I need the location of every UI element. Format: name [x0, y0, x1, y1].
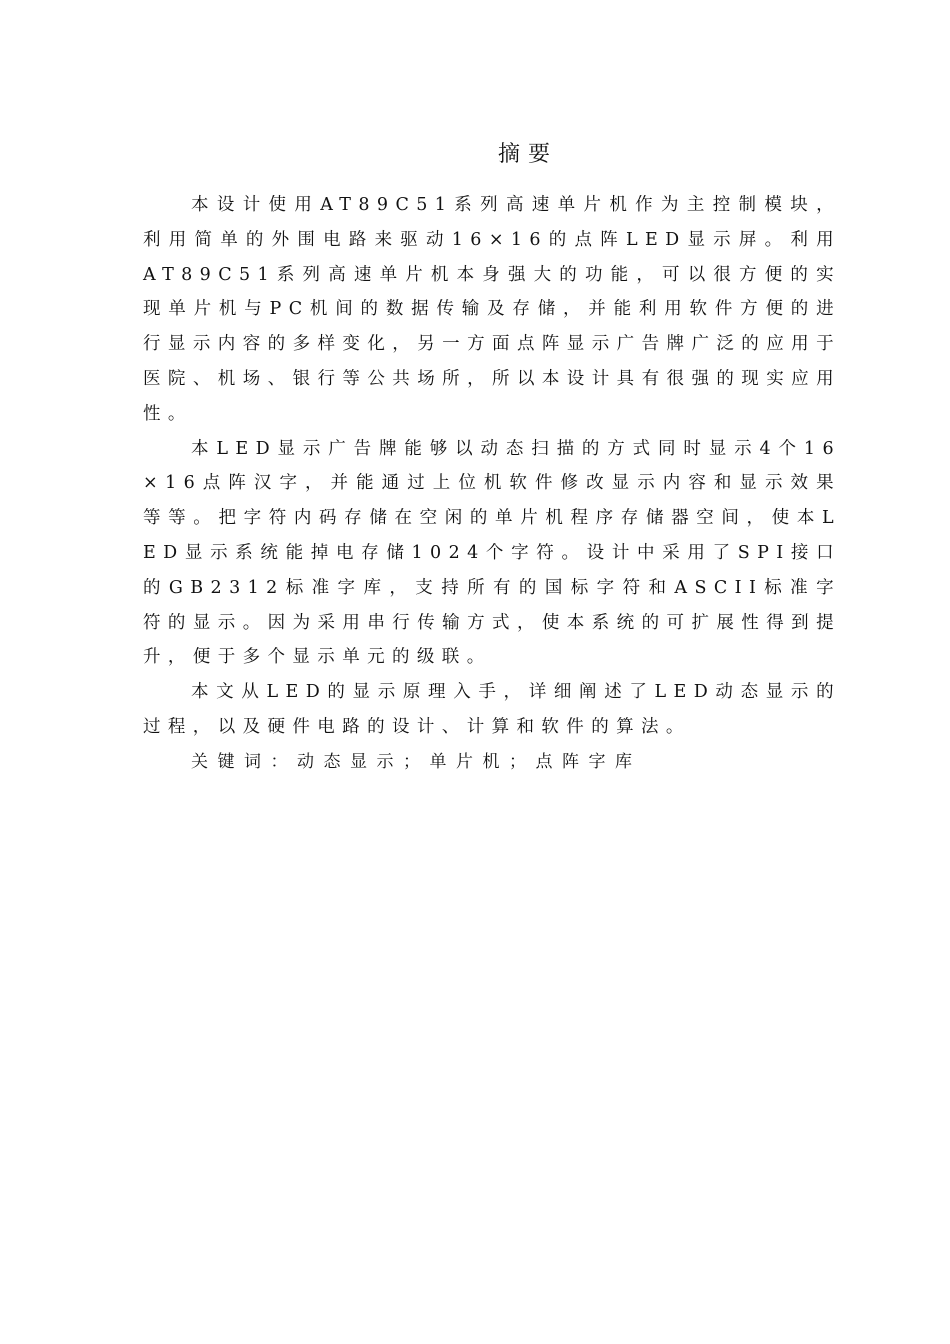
abstract-paragraph-1: 本设计使用AT89C51系列高速单片机作为主控制模块，利用简单的外围电路来驱动16×16的点阵LED显示屏。利用AT89C51系列高速单片机本身强大的功能，可以很方便的实现单片机与PC机间的数据传输及存储，并能利用软件方便的进行显示内容的多样变化，另一方面点阵显示广告牌广泛的应用于医院、机场、银行等公共场所，所以本设计具有很强的现实应用性。 — [143, 195, 841, 424]
keywords-line: 关键词：动态显示；单片机；点阵字库 — [191, 751, 642, 772]
page-title: 摘要 — [497, 142, 558, 167]
abstract-paragraph-3: 本文从LED的显示原理入手，详细阐述了LED动态显示的过程，以及硬件电路的设计、计算和软件的算法。 — [143, 682, 841, 737]
abstract-paragraph-2: 本LED显示广告牌能够以动态扫描的方式同时显示4个16×16点阵汉字，并能通过上位机软件修改显示内容和显示效果等等。把字符内码存储在空闲的单片机程序存储器空间，使本LED显示系统能掉电存储1024个字符。设计中采用了SPI接口的GB2312标准字库，支持所有的国标字符和ASCII标准字符的显示。因为采用串行传输方式，使本系统的可扩展性得到提升，便于多个显示单元的级联。 — [143, 438, 841, 668]
abstract-body — [143, 188, 841, 780]
